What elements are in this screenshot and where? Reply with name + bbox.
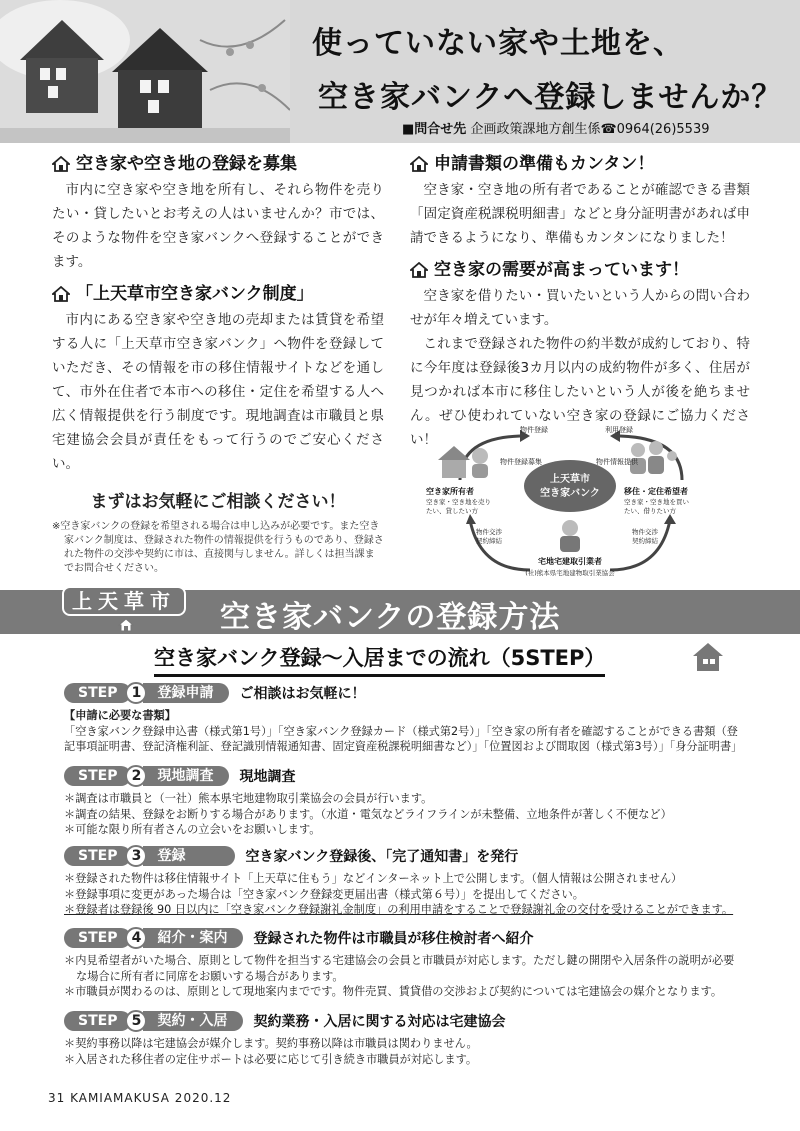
section-title: 空き家や空き地の登録を募集 [76, 154, 297, 174]
step-line: ＊市職員が関わるのは、原則として現地案内までです。物件売買、賃貸借の交渉および契約については宅建協会の媒介となります。 [64, 985, 723, 998]
step-tag: STEP [64, 766, 131, 786]
seeker-sub2: たい、借りたい方 [624, 507, 676, 515]
step-label: 登録申請 [143, 683, 229, 703]
section-title: 空き家の需要が高まっています！ [434, 260, 689, 280]
agent-sub: (社)熊本県宅地建物取引業協会 [525, 569, 615, 577]
house-icon [410, 156, 428, 172]
small-house-icon [118, 617, 134, 631]
step-label: 現地調査 [143, 766, 229, 786]
owner-title: 空き家所有者 [426, 487, 474, 496]
center-label-1: 上天草市 [550, 474, 590, 485]
step-line: ＊登録者は登録後 90 日以内に「空き家バンク登録謝礼金制度」の利用申請をすることで登録謝礼金の交付を受けることができます。 [64, 903, 734, 916]
right-column [410, 152, 750, 452]
step-caption: ご相談はお気軽に！ [239, 686, 366, 702]
section-text: 市内に空き家や空き地を所有し、それら物件を売りたい・貸したいとお考えの人はいませんか？市では、そのような物件を空き家バンクへ登録することができます。 [52, 182, 384, 270]
band-title: 空き家バンクの登録方法 [220, 600, 561, 635]
step-number: 3 [125, 845, 147, 867]
step-line: 【申請に必要な書類】 [64, 709, 176, 722]
left-column [52, 152, 384, 576]
headline [312, 18, 782, 116]
houses-photo [0, 0, 290, 143]
step-number: 4 [125, 927, 147, 949]
agent-illustration [560, 520, 580, 552]
step-caption: 契約業務・入居に関する対応は宅建協会 [253, 1014, 506, 1030]
header-banner [0, 0, 800, 143]
section-text: 空き家を借りたい・買いたいという人からの問い合わせが年々増えています。 [410, 288, 750, 328]
owner-sub2: たい、貸したい方 [426, 507, 478, 515]
section-text: 市内にある空き家や空き地の売却または賃貸を希望する人に「上天草市空き家バンク」へ物件を登録していただき、その情報を市の移住情報サイトなどを通して、市外在住者で本市への移住・定住を希望する人へ広く情報提供を行う制度です。現地調査は市職員と県宅建協会会員が責任をもって行うのでご安心ください。 [52, 312, 384, 472]
section-title: 申請書類の準備もカンタン！ [434, 154, 655, 174]
section-heading-demand [410, 258, 750, 282]
step-label: 契約・入居 [143, 1011, 243, 1031]
label-register: 物件登録 [520, 426, 548, 434]
step-line: ＊登録された物件は移住情報サイト「上天草に住もう」などインターネット上で公開します。（個人情報は公開されません） [64, 872, 683, 885]
center-label-2: 空き家バンク [540, 488, 600, 499]
step-number: 1 [125, 682, 147, 704]
section-title: 「上天草市空き家バンク制度」 [76, 284, 314, 304]
step-caption: 空き家バンク登録後、「完了通知書」を発行 [245, 849, 519, 865]
contact-text: 企画政策課地方創生係☎0964(26)5539 [470, 122, 710, 137]
consult-callout: まずはお気軽にご相談ください！ [90, 492, 346, 512]
section-text: これまで登録された物件の約半数が成約しており、特に今年度は登録後3カ月以内の成約物件が多く、住居が見つかれば本市に移住したいという人が後を絶ちません。ぜひ使われていない空き家の登録にご協力ください！ [410, 336, 750, 448]
label-nego-right-2: 契約締結 [632, 537, 658, 545]
step-line: ＊調査は市職員と（一社）熊本県宅地建物取引業協会の会員が行います。 [64, 792, 433, 805]
step-tag: STEP [64, 1011, 131, 1031]
step-1 [64, 682, 744, 755]
akiya-bank-circle [524, 460, 616, 512]
step-label: 登録 [143, 846, 235, 866]
headline-line1: 使っていない家や土地を、 [312, 26, 684, 61]
house-icon [52, 286, 70, 302]
step-line: ＊契約事務以降は宅建協会が媒介します。契約事務以降は市職員は関わりません。 [64, 1037, 478, 1050]
agent-title: 宅地宅建取引業者 [538, 557, 602, 566]
label-recruit: 物件登録募集 [500, 458, 542, 466]
step-line: ＊調査の結果、登録をお断りする場合があります。（水道・電気などライフラインが未整備、立地条件が著しく不便など） [64, 807, 672, 821]
label-nego-left-2: 契約締結 [476, 537, 502, 545]
seeker-title: 移住・定住希望者 [624, 487, 688, 496]
label-nego-left-1: 物件交渉 [476, 528, 502, 536]
step-tag: STEP [64, 846, 131, 866]
step-caption: 現地調査 [239, 769, 296, 785]
section-text: 空き家・空き地の所有者であることが確認できる書類「固定資産税課税明細書」などと身分証明書があれば申請できるようになり、準備もカンタンになりました！ [410, 182, 750, 246]
contact-label: ■問合せ先 [402, 122, 467, 137]
contact-info [402, 118, 709, 137]
step-line: ＊内見希望者がいた場合、原則として物件を担当する宅建協会の会員と市職員が対応します。ただし鍵の開閉や入居条件の説明が必要な場合に所有者に同席をお願いする場合があります。 [64, 954, 735, 983]
owner-sub1: 空き家・空き地を売り [426, 498, 491, 506]
step-label: 紹介・案内 [143, 928, 243, 948]
flow-title: 空き家バンク登録～入居までの流れ（5STEP） [154, 642, 605, 677]
step-number: 5 [125, 1010, 147, 1032]
section-heading-system [52, 282, 384, 306]
label-use: 利用登録 [605, 426, 633, 434]
step-tag: STEP [64, 928, 131, 948]
section-heading-documents [410, 152, 750, 176]
house-icon [410, 262, 428, 278]
step-4 [64, 927, 744, 1000]
house-outline-icon [690, 640, 726, 674]
step-line: 「空き家バンク登録申込書（様式第1号）」「空き家バンク登録カード（様式第2号）」「空き家の所有者を確認することができる書類（登記事項証明書、登記済権利証、登記識別情報通知書、固定資産税課税明細書など）」「位置図および間取図（様式第3号）」「身分証明書」 [64, 724, 743, 753]
owner-illustration [438, 446, 488, 478]
step-line: ＊可能な限り所有者さんの立会いをお願いします。 [64, 823, 321, 836]
page-footer: 31 KAMIAMAKUSA 2020.12 [48, 1091, 232, 1105]
house-icon [52, 156, 70, 172]
step-line: ＊入居された移住者の定住サポートは必要に応じて引き続き市職員が対応します。 [64, 1052, 478, 1066]
step-tag: STEP [64, 683, 131, 703]
section-heading-recruit [52, 152, 384, 176]
headline-line2: 空き家バンクへ登録しませんか？ [318, 80, 783, 115]
step-line: ＊登録事項に変更があった場合は「空き家バンク登録変更届出書（様式第６号）」を提出してください。 [64, 887, 584, 901]
step-3 [64, 845, 744, 918]
step-2 [64, 765, 744, 838]
step-caption: 登録された物件は市職員が移住検討者へ紹介 [253, 931, 534, 947]
flow-diagram [420, 420, 720, 588]
label-info: 物件情報提供 [596, 458, 638, 466]
note-text: ※空き家バンクの登録を希望される場合は申し込みが必要です。また空き家バンク制度は、登録された物件の情報提供を行うものであり、登録された物件の交渉や契約に市は、直接関与しません。詳しくは担当課までお問合せください。 [52, 521, 384, 574]
label-nego-right-1: 物件交渉 [632, 528, 658, 536]
step-5 [64, 1010, 744, 1067]
brand-label: 上天草市 [62, 586, 186, 616]
step-number: 2 [125, 765, 147, 787]
house-models-image [0, 0, 290, 143]
seeker-sub1: 空き家・空き地を買い [624, 498, 689, 506]
